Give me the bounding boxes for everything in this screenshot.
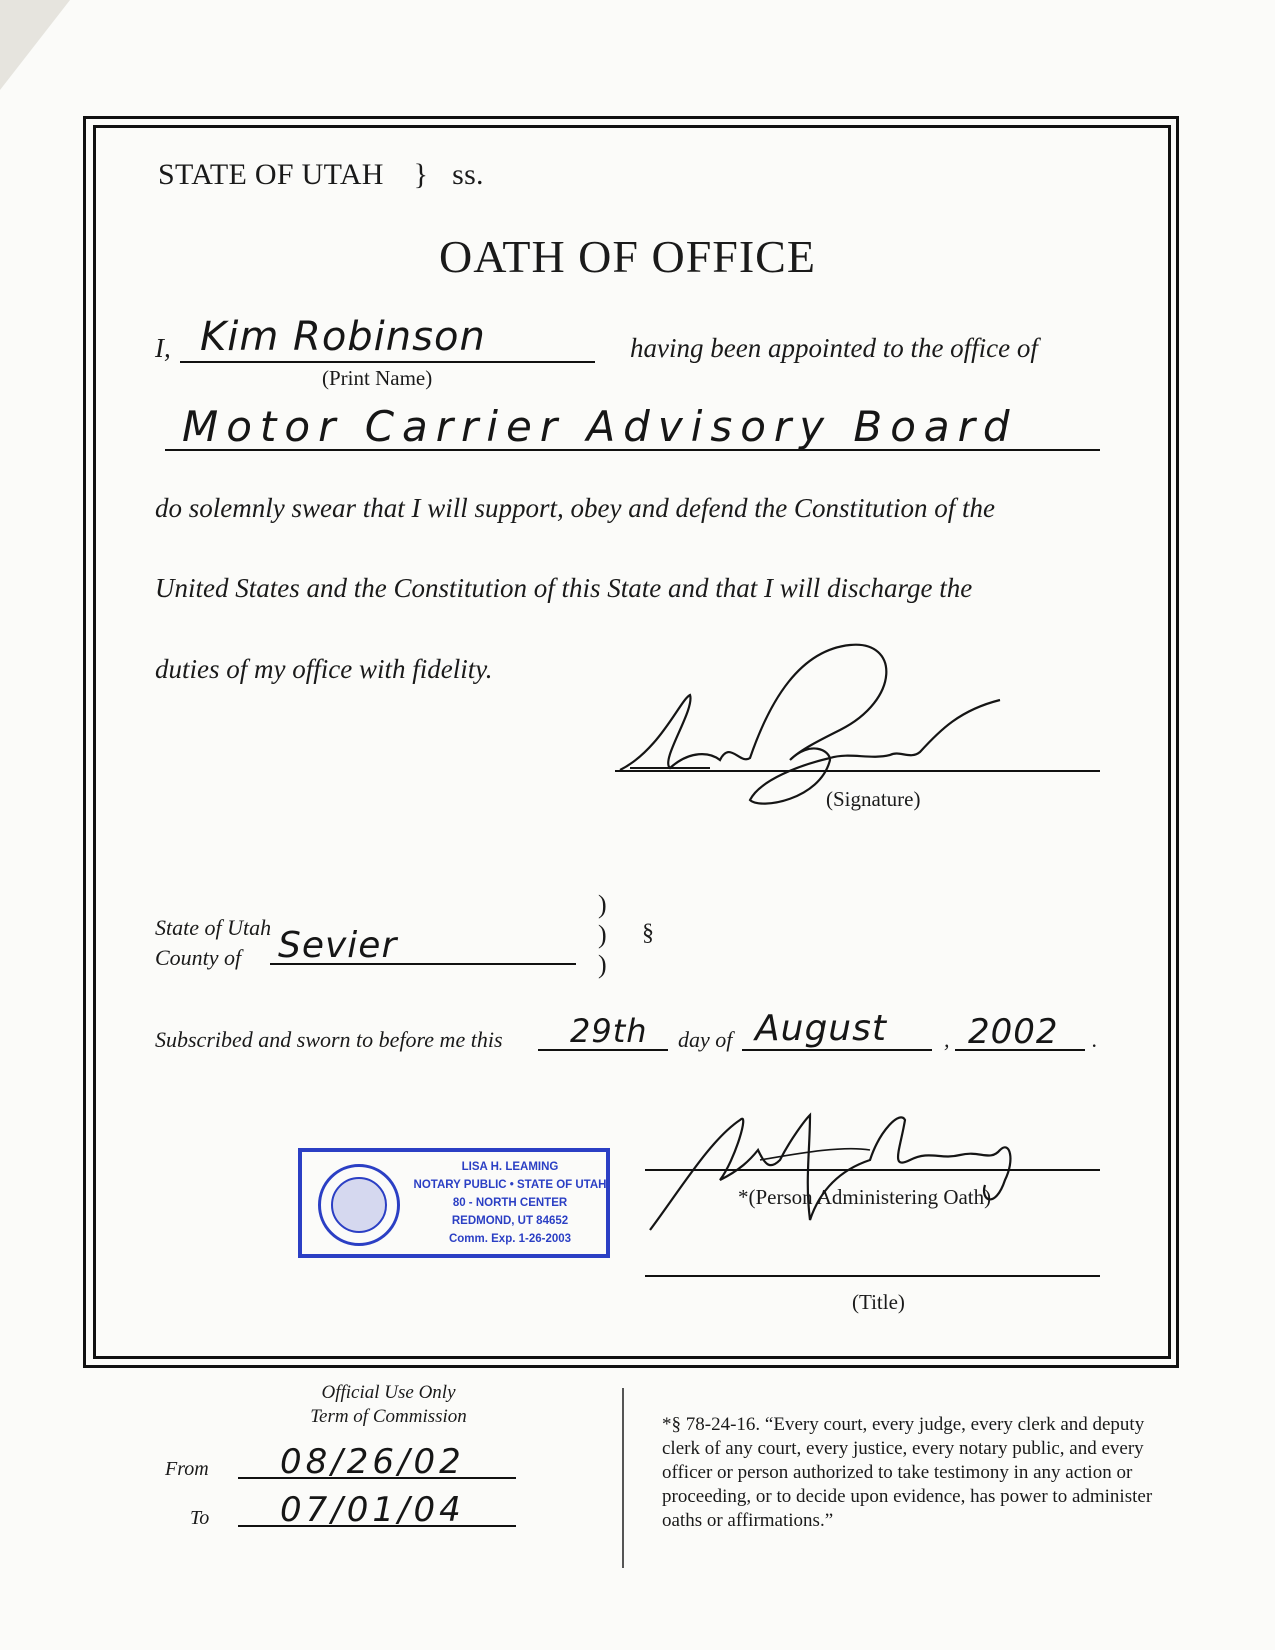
period: . — [1092, 1027, 1098, 1052]
section-symbol: § — [642, 920, 654, 946]
signature-line — [615, 770, 1100, 772]
county-line — [270, 963, 576, 965]
day-of-label: day of — [678, 1027, 733, 1052]
official-use-label: Official Use Only — [321, 1382, 456, 1403]
to-label: To — [190, 1507, 210, 1529]
seal-center — [331, 1177, 387, 1233]
month-line — [742, 1049, 932, 1051]
stamp-line: NOTARY PUBLIC • STATE OF UTAH — [413, 1179, 607, 1191]
handwritten-office: Motor Carrier Advisory Board — [182, 402, 1018, 451]
title-caption: (Title) — [852, 1290, 905, 1314]
oath-body-line-3: duties of my office with fidelity. — [155, 654, 493, 684]
page-corner-fold — [0, 0, 70, 90]
venue-state-label: State of Utah — [155, 915, 272, 940]
brace: } — [413, 158, 429, 191]
appointed-text: having been appointed to the office of — [630, 333, 1038, 363]
from-label: From — [165, 1458, 209, 1480]
state-label: STATE OF UTAH — [158, 158, 384, 191]
vertical-divider — [622, 1388, 624, 1568]
state-seal — [318, 1164, 400, 1246]
oath-prefix: I, — [155, 333, 171, 363]
oath-body-line-2: United States and the Constitution of this State and that I will discharge the — [155, 573, 973, 603]
handwritten-to-date: 07/01/04 — [280, 1490, 465, 1530]
oath-taker-signature — [600, 640, 1020, 820]
official-use-heading — [236, 1381, 541, 1429]
venue-county-label: County of — [155, 945, 242, 970]
stamp-line: LISA H. LEAMING — [461, 1161, 559, 1173]
ss-label: ss. — [452, 158, 484, 191]
venue-parentheses: ) ) ) — [598, 890, 607, 979]
administering-caption: *(Person Administering Oath) — [738, 1185, 992, 1209]
notary-stamp-text — [412, 1158, 608, 1248]
sworn-prefix: Subscribed and sworn to before me this — [155, 1027, 503, 1052]
notary-stamp — [298, 1148, 610, 1258]
state-heading — [158, 158, 484, 192]
handwritten-year: 2002 — [968, 1012, 1059, 1052]
handwritten-county: Sevier — [278, 925, 398, 966]
print-name-caption: (Print Name) — [322, 366, 433, 390]
handwritten-name: Kim Robinson — [200, 314, 486, 360]
statute-footnote: *§ 78-24-16. “Every court, every judge, every clerk and deputy clerk of any court, every justice, every notary public, and every officer or person authorized to take testimony in any action or proceeding, or to decide upon evidence, has power to administer oaths or affirmations.” — [662, 1414, 1153, 1531]
oath-body-line-1: do solemnly swear that I will support, obey and defend the Constitution of the — [155, 493, 995, 523]
print-name-line — [180, 361, 595, 363]
handwritten-day: 29th — [570, 1012, 648, 1050]
document-title: OATH OF OFFICE — [439, 231, 816, 282]
stamp-line: 80 - NORTH CENTER — [452, 1197, 568, 1209]
signature-caption: (Signature) — [826, 787, 921, 811]
term-of-commission-label: Term of Commission — [310, 1406, 467, 1427]
stamp-line: Comm. Exp. 1-26-2003 — [448, 1233, 572, 1245]
handwritten-month: August — [755, 1008, 887, 1049]
stamp-line: REDMOND, UT 84652 — [451, 1215, 569, 1227]
title-line — [645, 1275, 1100, 1277]
comma: , — [944, 1027, 950, 1052]
handwritten-from-date: 08/26/02 — [280, 1442, 465, 1482]
administering-signature-line — [645, 1169, 1100, 1171]
